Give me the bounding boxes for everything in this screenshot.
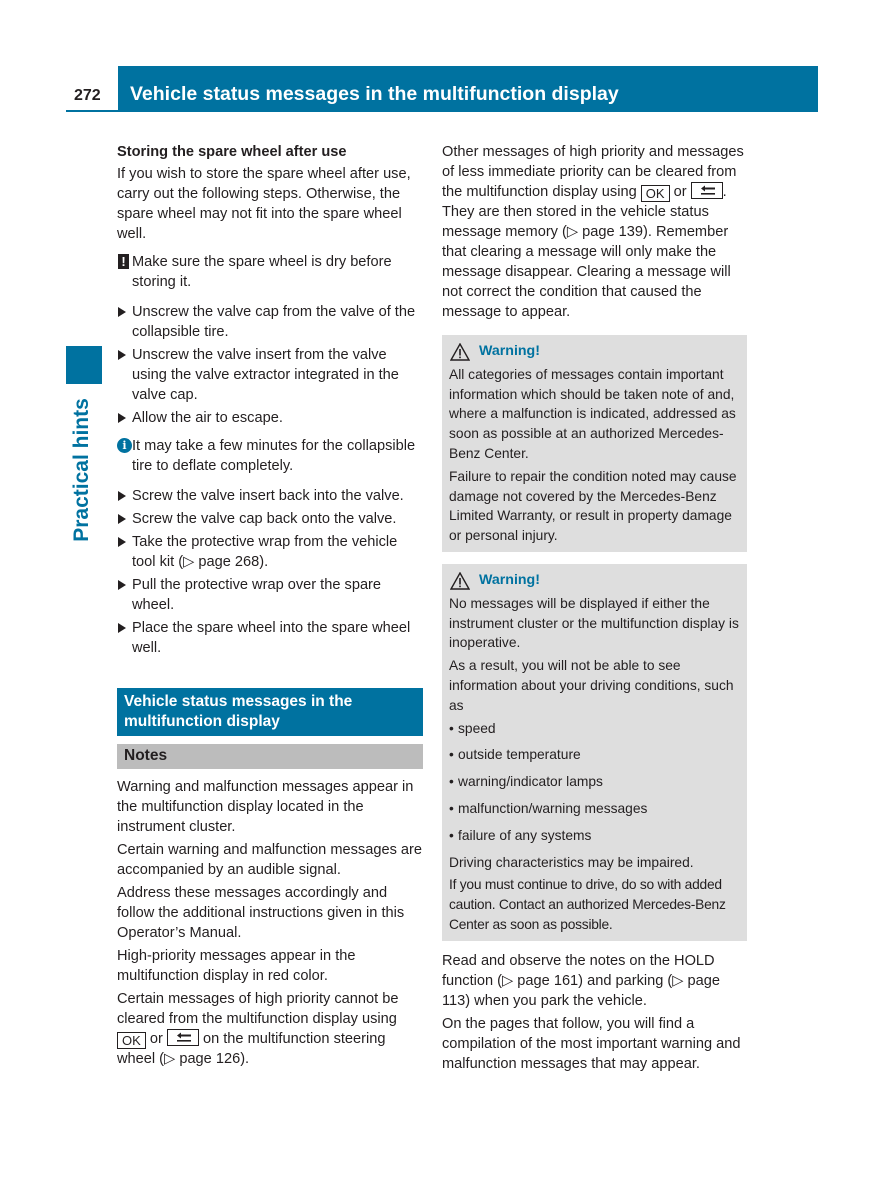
notes-paragraph-keys bbox=[117, 989, 423, 1069]
notes-paragraph: Address these messages accordingly and follow the additional instructions given in this Operator’s Manual. bbox=[117, 885, 405, 941]
step-text: Screw the valve cap back onto the valve. bbox=[132, 511, 397, 527]
notes-paragraph: High-priority messages appear in the multifunction display in red color. bbox=[117, 948, 356, 984]
triangle-right-icon bbox=[118, 350, 126, 360]
left-column bbox=[117, 142, 423, 1072]
triangle-right-icon bbox=[118, 307, 126, 317]
step-text: Unscrew the valve cap from the valve of the collapsible tire. bbox=[132, 304, 416, 340]
warning-paragraph: Driving characteristics may be impaired. bbox=[449, 854, 694, 870]
right-column bbox=[442, 142, 747, 1077]
outro-paragraph: On the pages that follow, you will find a compilation of the most important warning and malfunction messages that may appear. bbox=[442, 1015, 741, 1072]
warning-paragraph: If you must continue to drive, do so with added caution. Contact an authorized Mercedes-Benz Center as soon as possible. bbox=[449, 877, 726, 932]
instruction-step bbox=[117, 618, 423, 658]
instruction-step bbox=[117, 302, 423, 342]
warning-heading bbox=[449, 571, 740, 591]
page-number: 272 bbox=[74, 87, 101, 104]
side-tab-label: Practical hints bbox=[70, 398, 93, 542]
warning-paragraph: All categories of messages contain important information which should be taken note of and, where a malfunction is indicated, addressed as soon as possible at an authorized Mercedes-Benz Center. bbox=[449, 366, 736, 461]
triangle-right-icon bbox=[118, 580, 126, 590]
instruction-step bbox=[117, 532, 423, 572]
step-text: Pull the protective wrap over the spare wheel. bbox=[132, 577, 382, 613]
warning-triangle-icon bbox=[450, 572, 470, 590]
paragraph-text: on the multifunction steering wheel (▷ page 126). bbox=[117, 1031, 386, 1067]
bullet-item: • outside temperature bbox=[449, 745, 740, 765]
info-note bbox=[117, 436, 423, 476]
warning-box bbox=[442, 335, 747, 552]
warning-triangle-icon bbox=[450, 343, 470, 361]
warning-paragraph: Failure to repair the condition noted may cause damage not covered by the Mercedes-Benz Limited Warranty, or result in property damage or personal injury. bbox=[449, 468, 737, 544]
exclamation-icon: ! bbox=[118, 254, 129, 269]
bullet-item: • malfunction/warning messages bbox=[449, 799, 740, 819]
outro-paragraph: Read and observe the notes on the HOLD function (▷ page 161) and parking (▷ page 113) when you park the vehicle. bbox=[442, 952, 721, 1009]
back-arrow-icon bbox=[700, 185, 716, 196]
instruction-step bbox=[117, 486, 423, 506]
notes-subheading: Notes bbox=[117, 744, 423, 769]
warning-heading bbox=[449, 342, 740, 362]
info-note-text: It may take a few minutes for the collapsible tire to deflate completely. bbox=[132, 438, 416, 474]
triangle-right-icon bbox=[118, 623, 126, 633]
caution-note-text: Make sure the spare wheel is dry before storing it. bbox=[132, 254, 392, 290]
section-heading: Vehicle status messages in the multifunction display bbox=[117, 688, 423, 736]
intro-paragraph-keys bbox=[442, 142, 747, 322]
warning-title: Warning! bbox=[479, 343, 540, 359]
or-text: or bbox=[673, 184, 687, 200]
paragraph-text: Certain messages of high priority cannot be cleared from the multifunction display using bbox=[117, 991, 399, 1027]
step-text: Place the spare wheel into the spare wheel well. bbox=[132, 620, 411, 656]
page-header bbox=[66, 66, 818, 112]
triangle-right-icon bbox=[118, 491, 126, 501]
side-thumb-tab bbox=[66, 346, 102, 384]
storing-intro: If you wish to store the spare wheel after use, carry out the following steps. Otherwise, the spare wheel may not fit into the spare wheel well. bbox=[117, 166, 411, 242]
instruction-step bbox=[117, 509, 423, 529]
warning-box bbox=[442, 564, 747, 941]
step-text: Unscrew the valve insert from the valve using the valve extractor integrated in the valve cap. bbox=[132, 347, 399, 403]
back-key bbox=[691, 182, 723, 199]
ok-key: OK bbox=[117, 1032, 146, 1049]
triangle-right-icon bbox=[118, 537, 126, 547]
step-text: Screw the valve insert back into the valve. bbox=[132, 488, 404, 504]
header-rule bbox=[66, 110, 818, 112]
back-arrow-icon bbox=[176, 1032, 192, 1043]
warning-paragraph: As a result, you will not be able to see information about your driving conditions, such as bbox=[449, 658, 734, 713]
header-bar bbox=[116, 66, 818, 112]
warning-title: Warning! bbox=[479, 571, 540, 588]
bullet-item: • speed bbox=[449, 719, 740, 739]
triangle-right-icon bbox=[118, 514, 126, 524]
or-text: or bbox=[149, 1031, 163, 1047]
caution-note bbox=[117, 252, 423, 292]
instruction-step bbox=[117, 345, 423, 405]
storing-heading: Storing the spare wheel after use bbox=[117, 144, 347, 160]
page-title: Vehicle status messages in the multifunction display bbox=[130, 83, 619, 105]
ok-key: OK bbox=[641, 185, 670, 202]
triangle-right-icon bbox=[118, 413, 126, 423]
instruction-step bbox=[117, 575, 423, 615]
step-text: Take the protective wrap from the vehicle tool kit (▷ page 268). bbox=[132, 534, 398, 570]
back-key bbox=[167, 1029, 199, 1046]
warning-paragraph: No messages will be displayed if either the instrument cluster or the multifunction display is inoperative. bbox=[449, 595, 739, 651]
paragraph-text: Other messages of high priority and messages of less immediate priority can be cleared from the multifunction display using bbox=[442, 144, 744, 200]
page-number-box bbox=[66, 66, 116, 112]
notes-paragraph: Certain warning and malfunction messages are accompanied by an audible signal. bbox=[117, 842, 423, 878]
bullet-item: • warning/indicator lamps bbox=[449, 772, 740, 792]
paragraph-text: . They are then stored in the vehicle status message memory (▷ page 139). Remember that clearing a message will only make the message disappear. Clearing a message will not correct the condition that caused the message to appear. bbox=[442, 184, 731, 320]
notes-paragraph: Warning and malfunction messages appear in the multifunction display located in the instrument cluster. bbox=[117, 779, 414, 835]
bullet-item: • failure of any systems bbox=[449, 826, 740, 846]
instruction-step bbox=[117, 408, 423, 428]
step-text: Allow the air to escape. bbox=[132, 410, 283, 426]
info-icon: i bbox=[117, 438, 132, 453]
